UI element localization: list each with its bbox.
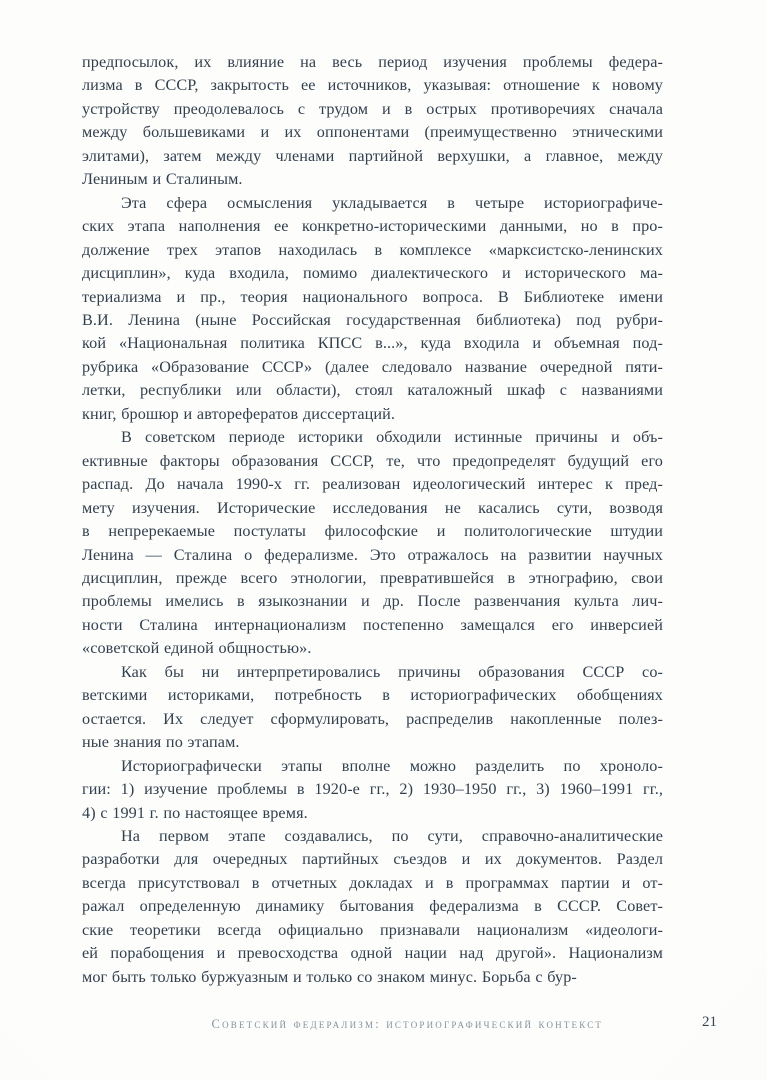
text-line: дисциплин», куда входила, помимо диалектического и исторического ма- [82,264,663,283]
text-line: ей порабощения и превосходства одной нации над другой». Национализм [82,944,663,963]
text-line: Ленина — Сталина о федерализме. Это отражалось на развитии научных [82,545,663,564]
paragraph [82,755,663,825]
text-line: должение трех этапов находилась в комплексе «марксистско-ленинских [82,240,663,259]
text-line: лизма в СССР, закрытость ее источников, указывая: отношение к новому [82,76,663,95]
text-line: ективные факторы образования СССР, те, что предопределят будущий его [82,451,663,470]
text-line: элитами), затем между членами партийной верхушки, а главное, между [82,146,663,165]
text-line: между большевиками и их оппонентами (преимущественно этническими [82,123,663,142]
paragraph [82,192,663,427]
text-line: мету изучения. Исторические исследования не касались сути, возводя [82,498,663,517]
text-line: ные знания по этапам. [82,733,240,752]
text-line: ности Сталина интернационализм постепенно замещался его инверсией [82,615,663,634]
text-line: рубрика «Образование СССР» (далее следовало название очередной пяти- [82,357,663,376]
text-line: На первом этапе создавались, по сути, справочно-аналитические [121,826,663,845]
text-line: ских этапа наполнения ее конкретно-историческими данными, но в про- [82,217,663,236]
text-line: в непререкаемые постулаты философские и политологические штудии [82,522,663,541]
text-line: В советском периоде историки обходили истинные причины и объ- [121,428,663,447]
paragraph [82,51,663,192]
text-line: книг, брошюр и авторефератов диссертаций. [82,404,396,423]
text-line: В.И. Ленина (ныне Российская государственная библиотека) под рубри- [82,310,663,329]
text-line: ветскими историками, потребность в историографических обобщениях [82,686,663,705]
text-line: распад. До начала 1990-х гг. реализован идеологический интерес к пред- [82,475,663,494]
text-line: предпосылок, их влияние на весь период изучения проблемы федера- [82,53,663,71]
text-line: Историографически этапы вполне можно разделить по хроноло- [121,756,663,775]
page-text-block [82,51,663,989]
paragraph [82,825,663,989]
paragraph [82,426,663,661]
text-line: гии: 1) изучение проблемы в 1920-е гг., 2) 1930–1950 гг., 3) 1960–1991 гг., [82,780,663,799]
page-footer [82,1014,717,1038]
text-line: «советской единой общностью». [82,639,312,658]
text-line: разработки для очередных партийных съездов и их документов. Раздел [82,850,663,869]
text-line: 4) с 1991 г. по настоящее время. [82,803,308,822]
text-line: летки, республики или области), стоял каталожный шкаф с названиями [82,381,663,400]
text-line: мог быть только буржуазным и только со знаком минус. Борьба с бур- [82,967,577,986]
text-line: Эта сфера осмысления укладывается в четыре историографиче- [121,193,663,212]
text-line: Лениным и Сталиным. [82,170,243,189]
text-line: остается. Их следует сформулировать, распределив накопленные полез- [82,709,663,728]
text-line: ражал определенную динамику бытования федерализма в СССР. Совет- [82,897,663,916]
text-line: териализма и пр., теория национального вопроса. В Библиотеке имени [82,287,663,306]
text-line: ские теоретики всегда официально признавали национализм «идеологи- [82,920,663,939]
running-title: Советский федерализм: историографический контекст [211,1017,604,1031]
text-line: устройству преодолевалось с трудом и в острых противоречиях сначала [82,99,663,118]
text-line: проблемы имелись в языкознании и др. После развенчания культа лич- [82,592,663,611]
text-line: всегда присутствовал в отчетных докладах и в программах партии и от- [82,873,663,892]
text-line: кой «Национальная политика КПСС в...», куда входила и объемная под- [82,334,663,353]
page-number: 21 [702,1014,717,1030]
paragraph [82,661,663,755]
text-line: дисциплин, прежде всего этнологии, превратившейся в этнографию, свои [82,568,663,587]
text-line: Как бы ни интерпретировались причины образования СССР со- [121,662,663,681]
